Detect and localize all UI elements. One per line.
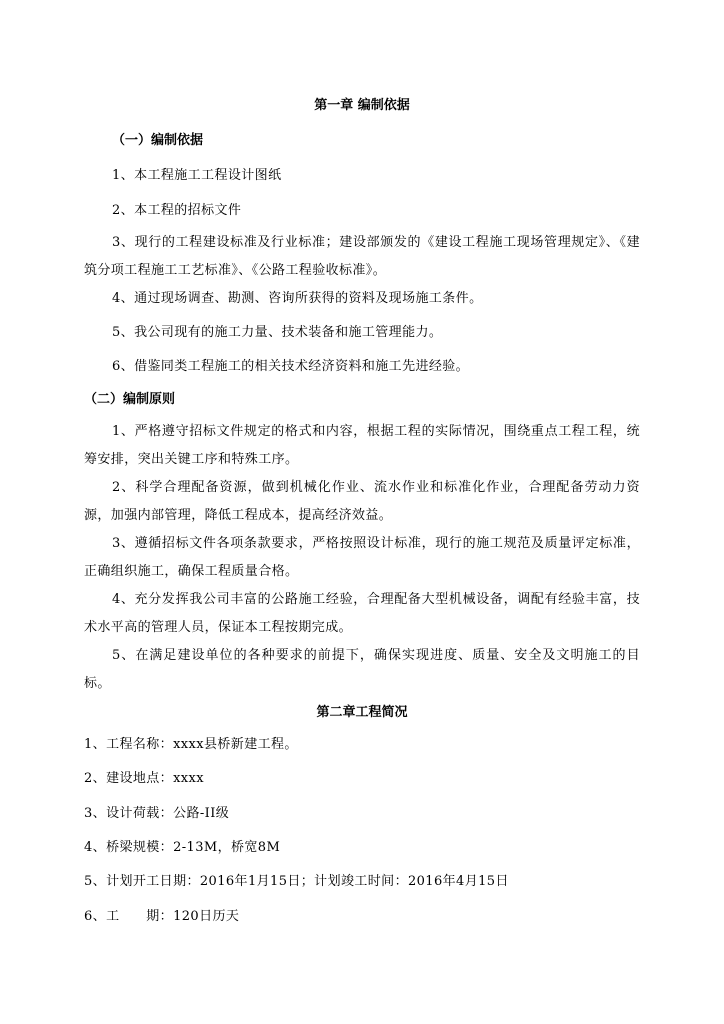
basis-item-4: 4、通过现场调查、勘测、咨询所获得的资料及现场施工条件。 [112, 291, 483, 306]
overview-item-1: 1、工程名称：xxxx县桥新建工程。 [84, 737, 298, 752]
basis-item-6: 6、借鉴同类工程施工的相关技术经济资料和施工先进经验。 [112, 359, 470, 374]
overview-item-4: 4、桥梁规模：2-13M，桥宽8M [84, 840, 281, 855]
overview-item-3: 3、设计荷载：公路-II级 [84, 806, 230, 821]
principles-heading: （二）编制原则 [84, 392, 176, 407]
overview-item-2: 2、建设地点：xxxx [84, 771, 204, 786]
basis-item-3: 3、现行的工程建设标准及行业标准；建设部颁发的《建设工程施工现场管理规定》、《建筑分项工程施工工艺标准》、《公路工程验收标准》。 [84, 235, 640, 278]
chapter-2-title: 第二章工程简况 [316, 705, 408, 720]
principle-item-1: 1、严格遵守招标文件规定的格式和内容，根据工程的实际情况，围绕重点工程工程，统筹安排，突出关键工序和特殊工序。 [84, 424, 640, 467]
chapter-1-title: 第一章 编制依据 [314, 98, 410, 113]
principle-item-4: 4、充分发挥我公司丰富的公路施工经验，合理配备大型机械设备，调配有经验丰富，技术水平高的管理人员，保证本工程按期完成。 [84, 592, 640, 635]
overview-item-5: 5、计划开工日期：2016年1月15日；计划竣工时间：2016年4月15日 [84, 874, 509, 889]
principle-item-3: 3、遵循招标文件各项条款要求，严格按照设计标准，现行的施工规范及质量评定标准，正确组织施工，确保工程质量合格。 [84, 536, 640, 579]
basis-item-2: 2、本工程的招标文件 [112, 203, 242, 218]
overview-item-6: 6、工 期：120日历天 [84, 909, 240, 924]
basis-item-5: 5、我公司现有的施工力量、技术装备和施工管理能力。 [112, 325, 443, 340]
basis-heading: （一）编制依据 [112, 133, 204, 148]
basis-item-1: 1、本工程施工工程设计图纸 [112, 168, 282, 183]
principle-item-2: 2、科学合理配备资源，做到机械化作业、流水作业和标准化作业，合理配备劳动力资源，加强内部管理，降低工程成本，提高经济效益。 [84, 480, 640, 523]
principle-item-5: 5、在满足建设单位的各种要求的前提下，确保实现进度、质量、安全及文明施工的目标。 [84, 648, 640, 691]
